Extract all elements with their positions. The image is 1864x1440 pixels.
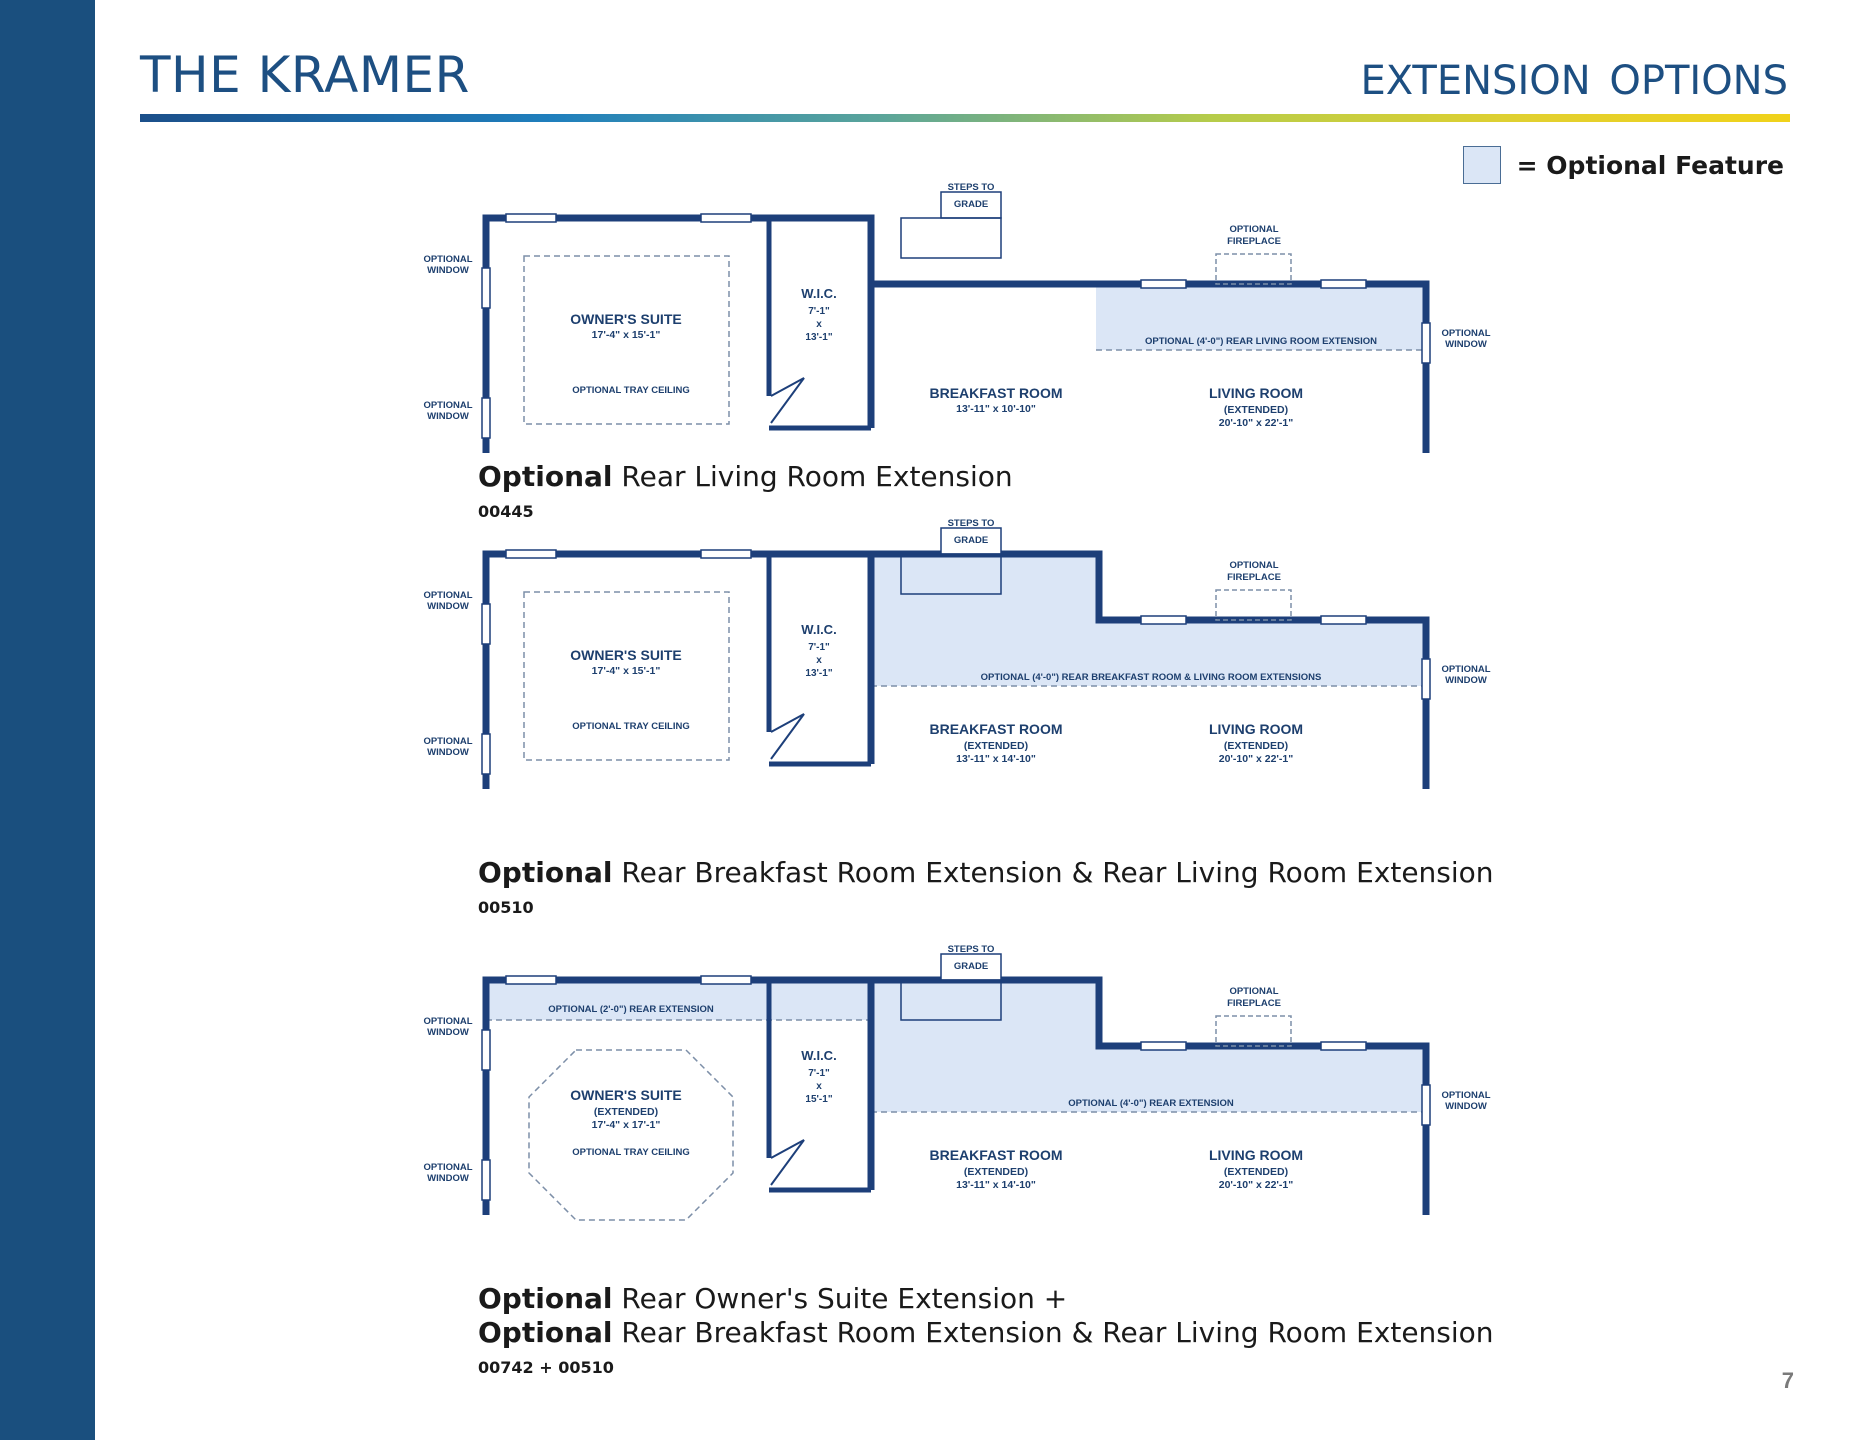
fireplace-label: FIREPLACE <box>1227 572 1281 583</box>
steps-label: GRADE <box>953 535 989 546</box>
optional-window-label: WINDOW <box>427 265 469 276</box>
extension-note: OPTIONAL (4'-0") REAR LIVING ROOM EXTENSION <box>1145 336 1377 347</box>
page-number: 7 <box>1781 1368 1794 1393</box>
window <box>701 550 751 558</box>
steps <box>901 218 1001 258</box>
living-room-name: LIVING ROOM <box>1208 385 1304 401</box>
living-room-sub: (EXTENDED) <box>1223 404 1289 416</box>
fireplace-outline <box>1216 1016 1291 1046</box>
door-swing <box>771 1140 804 1185</box>
side-window <box>482 1160 490 1200</box>
fireplace-label: FIREPLACE <box>1227 236 1281 247</box>
extension-note: OPTIONAL (4'-0") REAR BREAKFAST ROOM & LIVING ROOM EXTENSIONS <box>980 672 1322 683</box>
wic-dims: 7'-1" <box>808 306 830 317</box>
window <box>1141 1042 1186 1050</box>
optional-window-label: OPTIONAL <box>423 1162 473 1173</box>
side-window <box>1422 659 1430 699</box>
fireplace-outline <box>1216 254 1291 284</box>
living-room-sub: (EXTENDED) <box>1223 1166 1289 1178</box>
tray-ceiling-outline <box>529 1050 733 1220</box>
breakfast-room-name: BREAKFAST ROOM <box>929 385 1063 401</box>
window <box>1321 1042 1366 1050</box>
steps-label: STEPS TO <box>947 518 995 529</box>
wic-dims: x <box>816 319 822 330</box>
side-window <box>482 734 490 774</box>
floor-plan-drawing <box>400 182 1491 460</box>
owners-suite-dims: 17'-4" x 17'-1" <box>591 1119 661 1131</box>
optional-extension-area <box>871 554 1099 686</box>
side-window <box>482 398 490 438</box>
fireplace-outline <box>1216 590 1291 620</box>
wic-dims: 7'-1" <box>808 642 830 653</box>
living-room-name: LIVING ROOM <box>1208 721 1304 737</box>
wic-dims: 13'-1" <box>805 332 833 343</box>
fireplace-label: OPTIONAL <box>1229 560 1279 571</box>
side-window <box>482 1030 490 1070</box>
breakfast-room-sub: (EXTENDED) <box>963 1166 1029 1178</box>
window <box>701 976 751 984</box>
living-room-dims: 20'-10" x 22'-1" <box>1218 753 1294 765</box>
optional-window-label: WINDOW <box>1445 675 1487 686</box>
floor-plan-drawing <box>400 518 1491 846</box>
living-room-name: LIVING ROOM <box>1208 1147 1304 1163</box>
living-room-dims: 20'-10" x 22'-1" <box>1218 417 1294 429</box>
legend-label: = Optional Feature <box>1516 150 1784 180</box>
legend <box>1463 146 1784 184</box>
breakfast-room-name: BREAKFAST ROOM <box>929 721 1063 737</box>
floor-plan-1 <box>400 182 1491 460</box>
gradient-rule <box>140 114 1790 122</box>
floor-plan-drawing <box>400 944 1491 1272</box>
caption-bold: Optional <box>478 856 613 889</box>
optional-extension-area <box>871 980 1099 1112</box>
caption-bold: Optional <box>478 1316 613 1349</box>
side-window <box>482 268 490 308</box>
steps-label: STEPS TO <box>947 182 995 193</box>
tray-ceiling-label: OPTIONAL TRAY CEILING <box>572 1147 690 1158</box>
caption-bold: Optional <box>478 460 613 493</box>
breakfast-room-dims: 13'-11" x 14'-10" <box>956 753 1036 765</box>
plan-1-code: 00445 <box>478 502 534 521</box>
fireplace-label: OPTIONAL <box>1229 224 1279 235</box>
page-title: THE KRAMER <box>140 46 470 104</box>
side-window <box>1422 323 1430 363</box>
wic-label: W.I.C. <box>801 1048 837 1063</box>
breakfast-room-sub: (EXTENDED) <box>963 740 1029 752</box>
wic-dims: 7'-1" <box>808 1068 830 1079</box>
living-room-sub: (EXTENDED) <box>1223 740 1289 752</box>
window <box>506 550 556 558</box>
wic-dims: 13'-1" <box>805 668 833 679</box>
fireplace-label: OPTIONAL <box>1229 986 1279 997</box>
optional-window-label: WINDOW <box>427 601 469 612</box>
optional-window-label: WINDOW <box>427 1173 469 1184</box>
optional-window-label: OPTIONAL <box>1441 664 1491 675</box>
floor-plan-2 <box>400 518 1491 796</box>
window <box>506 976 556 984</box>
owners-suite-sub: (EXTENDED) <box>593 1106 659 1118</box>
window <box>1321 280 1366 288</box>
window <box>1141 280 1186 288</box>
plan-3-caption-line-2 <box>478 1316 1494 1349</box>
wic-dims: x <box>816 655 822 666</box>
owners-suite-name: OWNER'S SUITE <box>570 311 682 327</box>
optional-window-label: WINDOW <box>427 1027 469 1038</box>
window <box>1321 616 1366 624</box>
steps-label: STEPS TO <box>947 944 995 955</box>
door-swing <box>771 378 804 423</box>
breakfast-room-name: BREAKFAST ROOM <box>929 1147 1063 1163</box>
living-room-dims: 20'-10" x 22'-1" <box>1218 1179 1294 1191</box>
side-window <box>482 604 490 644</box>
wic-dims: x <box>816 1081 822 1092</box>
tray-ceiling-label: OPTIONAL TRAY CEILING <box>572 721 690 732</box>
caption-text: Rear Living Room Extension <box>612 460 1013 493</box>
sidebar-band <box>0 0 95 1440</box>
legend-swatch <box>1463 146 1501 184</box>
section-title: EXTENSION OPTIONS <box>1360 58 1788 104</box>
caption-text: Rear Breakfast Room Extension & Rear Living Room Extension <box>612 856 1494 889</box>
optional-window-label: WINDOW <box>1445 339 1487 350</box>
optional-window-label: WINDOW <box>427 411 469 422</box>
breakfast-room-dims: 13'-11" x 10'-10" <box>956 403 1036 415</box>
owners-suite-name: OWNER'S SUITE <box>570 1087 682 1103</box>
wic-label: W.I.C. <box>801 622 837 637</box>
plan-2-caption <box>478 856 1494 889</box>
optional-window-label: OPTIONAL <box>1441 1090 1491 1101</box>
optional-window-label: WINDOW <box>427 747 469 758</box>
optional-window-label: OPTIONAL <box>423 1016 473 1027</box>
side-window <box>1422 1085 1430 1125</box>
optional-window-label: OPTIONAL <box>423 400 473 411</box>
window <box>506 214 556 222</box>
caption-text: Rear Owner's Suite Extension + <box>612 1282 1068 1315</box>
caption-text: Rear Breakfast Room Extension & Rear Living Room Extension <box>612 1316 1494 1349</box>
steps-label: GRADE <box>953 961 989 972</box>
steps-label: GRADE <box>953 199 989 210</box>
plan-3-caption <box>478 1282 1067 1315</box>
fireplace-label: FIREPLACE <box>1227 998 1281 1009</box>
optional-window-label: OPTIONAL <box>423 590 473 601</box>
optional-window-label: OPTIONAL <box>423 736 473 747</box>
breakfast-room-dims: 13'-11" x 14'-10" <box>956 1179 1036 1191</box>
owners-suite-name: OWNER'S SUITE <box>570 647 682 663</box>
caption-bold: Optional <box>478 1282 613 1315</box>
window <box>1141 616 1186 624</box>
extension-note: OPTIONAL (4'-0") REAR EXTENSION <box>1068 1098 1234 1109</box>
plan-2-code: 00510 <box>478 898 534 917</box>
owners-suite-dims: 17'-4" x 15'-1" <box>591 329 661 341</box>
plan-1-caption <box>478 460 1013 493</box>
tray-ceiling-label: OPTIONAL TRAY CEILING <box>572 385 690 396</box>
owner-extension-note: OPTIONAL (2'-0") REAR EXTENSION <box>548 1004 714 1015</box>
optional-window-label: OPTIONAL <box>1441 328 1491 339</box>
optional-window-label: OPTIONAL <box>423 254 473 265</box>
plan-3-code: 00742 + 00510 <box>478 1358 614 1377</box>
door-swing <box>771 714 804 759</box>
wic-dims: 15'-1" <box>805 1094 833 1105</box>
window <box>701 214 751 222</box>
wic-label: W.I.C. <box>801 286 837 301</box>
floor-plan-3 <box>400 944 1491 1222</box>
optional-window-label: WINDOW <box>1445 1101 1487 1112</box>
owners-suite-dims: 17'-4" x 15'-1" <box>591 665 661 677</box>
